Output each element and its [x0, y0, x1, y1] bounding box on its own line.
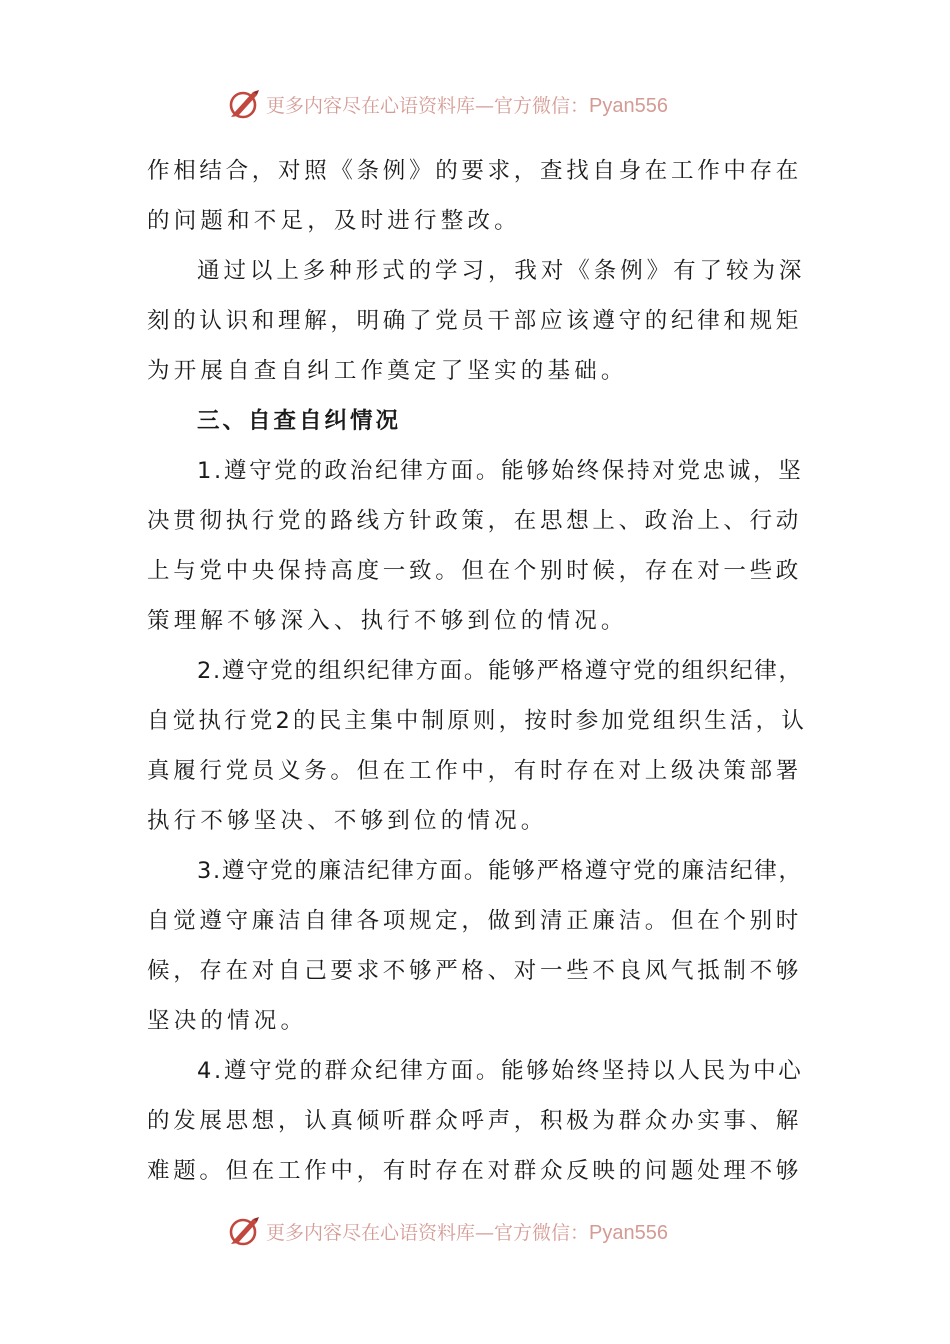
- banner-text: 更多内容尽在心语资料库—官方微信：Pyan556: [266, 1221, 668, 1244]
- text-line: 2.遵守党的组织纪律方面。能够严格遵守党的组织纪律，: [197, 658, 803, 684]
- text-line: 3.遵守党的廉洁纪律方面。能够严格遵守党的廉洁纪律，: [197, 858, 803, 884]
- text-line: 刻的认识和理解，明确了党员干部应该遵守的纪律和规矩: [147, 308, 803, 334]
- text-line: 真履行党员义务。但在工作中，有时存在对上级决策部署: [147, 758, 803, 784]
- text-line: 执行不够坚决、不够到位的情况。: [147, 808, 548, 834]
- section-heading: 三、自查自纠情况: [197, 408, 402, 434]
- text-line: 候，存在对自己要求不够严格、对一些不良风气抵制不够: [147, 958, 803, 984]
- text-line: 为开展自查自纠工作奠定了坚实的基础。: [147, 358, 628, 384]
- text-line: 自觉执行党2的民主集中制原则，按时参加党组织生活，认: [147, 708, 808, 734]
- document-body: [147, 146, 807, 1196]
- text-line: 难题。但在工作中，有时存在对群众反映的问题处理不够: [147, 1158, 803, 1184]
- text-line: 通过以上多种形式的学习，我对《条例》有了较为深: [197, 258, 806, 284]
- banner-wechat-id: Pyan556: [589, 94, 668, 117]
- text-line: 4.遵守党的群众纪律方面。能够始终坚持以人民为中心: [197, 1058, 804, 1084]
- footer-banner: [226, 1211, 746, 1251]
- header-banner: [226, 84, 746, 124]
- text-line: 的问题和不足，及时进行整改。: [147, 208, 521, 234]
- pen-logo-icon: [226, 86, 262, 122]
- text-line: 坚决的情况。: [147, 1008, 308, 1034]
- pen-logo-icon: [226, 1213, 262, 1249]
- text-line: 作相结合，对照《条例》的要求，查找自身在工作中存在: [147, 158, 803, 184]
- banner-text: 更多内容尽在心语资料库—官方微信：Pyan556: [266, 94, 668, 117]
- text-line: 的发展思想，认真倾听群众呼声，积极为群众办实事、解: [147, 1108, 803, 1134]
- text-line: 上与党中央保持高度一致。但在个别时候，存在对一些政: [147, 558, 803, 584]
- text-line: 策理解不够深入、执行不够到位的情况。: [147, 608, 628, 634]
- text-line: 1.遵守党的政治纪律方面。能够始终保持对党忠诚，坚: [197, 458, 804, 484]
- text-line: 决贯彻执行党的路线方针政策，在思想上、政治上、行动: [147, 508, 803, 534]
- text-line: 自觉遵守廉洁自律各项规定，做到清正廉洁。但在个别时: [147, 908, 803, 934]
- banner-wechat-id: Pyan556: [589, 1221, 668, 1244]
